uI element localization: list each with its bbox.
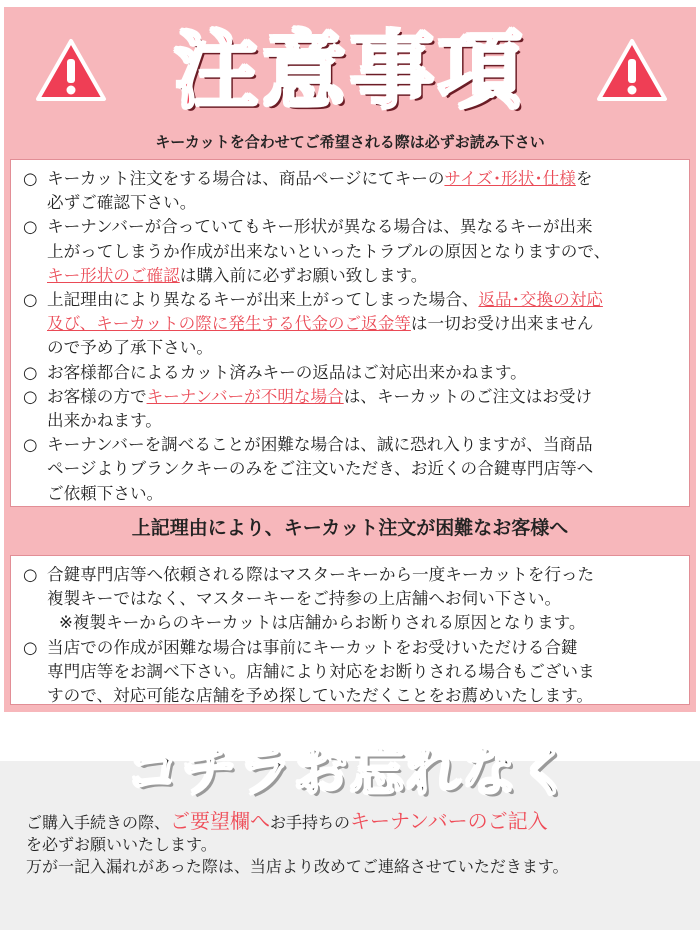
bullet-marker: ○ [23,362,38,382]
page-subtitle: キーカットを合わせてご希望される際は必ずお読み下さい [155,133,545,151]
bullet-marker: ○ [23,565,38,584]
list-line [23,482,675,506]
warning-icon [35,37,107,103]
list-item [23,167,675,215]
highlight-text: キーナンバーが不明な場合 [146,386,344,406]
list-item [23,288,675,361]
list-item [23,361,675,385]
highlight-text: サイズ･形状･仕様 [444,169,576,188]
bullet-marker: ○ [23,637,38,657]
body-text: お客様の方で [47,386,147,406]
list-line [23,336,675,360]
body-text: 上がってしまうか作成が出来ないといったトラブルの原因となりますので、 [47,241,611,261]
notice-header [4,7,696,155]
reminder-line [26,810,686,834]
bullet-marker: ○ [23,217,38,237]
body-text: 上記理由により異なるキーが出来上がってしまった場合、 [47,290,479,310]
body-text: キーナンバーが合っていてもキー形状が異なる場合は、異なるキーが出来 [47,217,593,237]
bullet-marker: ○ [23,386,38,406]
warning-icon [596,37,668,103]
list-line [23,563,675,587]
body-text: は、キーカットのご注文はお受け [343,386,593,406]
reminder-highlight: ご要望欄へ [170,809,271,833]
section-heading: 上記理由により、キーカット注文が困難なお客様へ [131,517,569,539]
reminder-line: を必ずお願いいたします。 [26,835,217,854]
list-line [23,215,675,239]
body-text: ので予め了承下さい。 [47,338,213,358]
list-line [23,288,675,312]
list-line [23,433,675,457]
list-line [23,191,675,215]
list-line [23,240,675,264]
notice-panel [4,7,696,712]
body-text: 専門店等をお調べ下さい。店舗により対応をお断りされる場合もございま [47,661,595,681]
body-text: は一切お受け出来ません [410,314,594,334]
body-text: ご依頼下さい。 [47,483,164,503]
list-line [23,636,675,660]
bullet-marker: ○ [23,169,38,188]
body-text: 合鍵専門店等へ依頼される際はマスターキーから一度キーカットを行った [47,565,595,584]
list-item [23,433,675,506]
reminder-highlight: キーナンバーのご記入 [350,809,548,833]
reminder-title: コチラお忘れなく [126,740,574,803]
page-title: 注意事項 [173,22,526,120]
bullet-marker: ○ [23,290,38,310]
reminder-body [26,810,686,878]
body-text: ページよりブランクキーのみをご注文いただき、お近くの合鍵専門店等へ [47,459,594,479]
list-item [23,563,675,636]
list-line [23,409,675,433]
list-line [23,361,675,385]
reminder-text: お手持ちの [270,813,351,832]
body-text: 出来かねます。 [47,411,162,431]
body-text: お客様都合によるカット済みキーの返品はご対応出来かねます。 [47,362,527,382]
advice-list [10,555,690,705]
body-text: 当店での作成が困難な場合は事前にキーカットをお受けいただける合鍵 [47,637,578,657]
list-item [23,636,675,709]
reminder-line: 万が一記入漏れがあった際は、当店より改めてご連絡させていただきます。 [26,857,569,876]
list-line [23,684,675,708]
body-text: キーカット注文をする場合は、商品ページにてキーの [47,169,445,188]
note-text: ※複製キーからのキーカットは店舗からお断りされる原因となります。 [59,613,586,633]
bullet-marker: ○ [23,435,38,455]
list-line [23,167,675,191]
list-line [23,660,675,684]
body-text: すので、対応可能な店舗を予め探していただくことをお薦めいたします。 [47,686,593,706]
body-text: を [575,169,593,188]
body-text: は購入前に必ずお願い致します。 [179,265,428,285]
body-text: 複製キーではなく、マスターキーをご持参の上店舗へお伺い下さい。 [47,589,562,609]
highlight-text: 返品･交換の対応 [478,290,603,310]
body-text: 必ずご確認下さい。 [47,193,197,213]
reminder-text: ご購入手続きの際、 [26,813,171,832]
highlight-text: キー形状のご確認 [47,265,180,285]
list-line [23,587,675,611]
list-line [23,312,675,336]
body-text: キーナンバーを調べることが困難な場合は、誠に恐れ入りますが、当商品 [47,435,593,455]
list-line [23,457,675,481]
list-line [23,264,675,288]
list-line [23,385,675,409]
notice-list [10,159,690,507]
list-item [23,385,675,433]
list-item [23,215,675,288]
highlight-text: 及び、キーカットの際に発生する代金のご返金等 [47,314,411,334]
